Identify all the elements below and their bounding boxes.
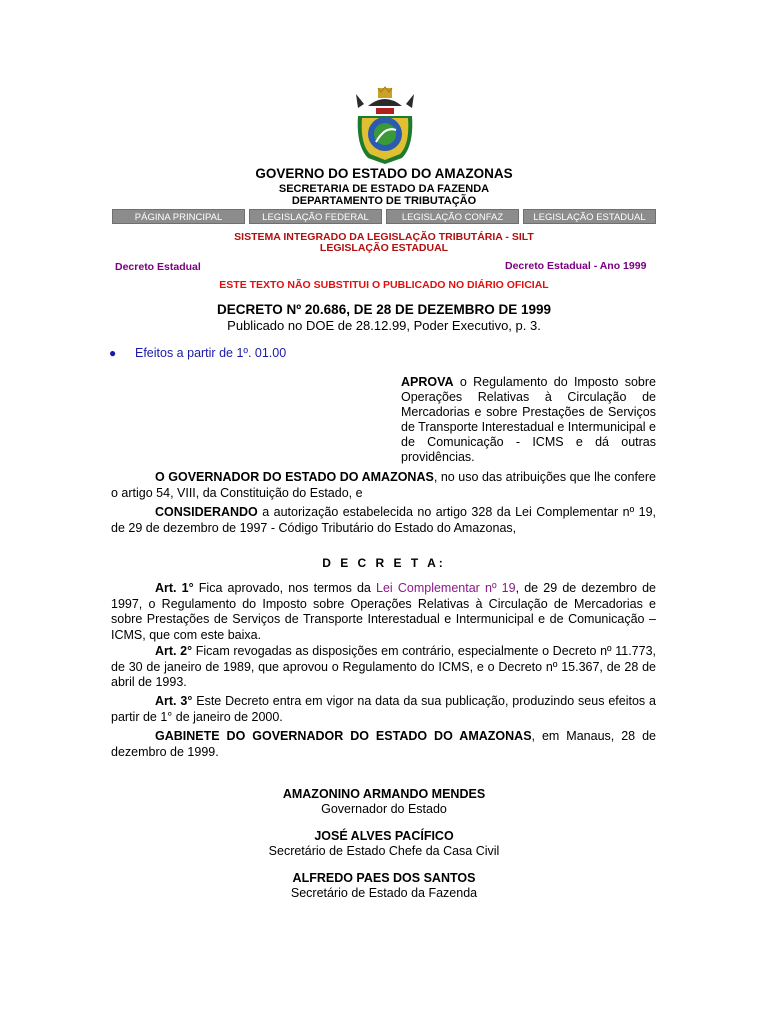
- gabinete-paragraph: [111, 729, 656, 760]
- decree-publication: Publicado no DOE de 28.12.99, Poder Executivo, p. 3.: [227, 318, 541, 333]
- nav-bar: [112, 209, 656, 224]
- ementa-bold: APROVA: [401, 375, 454, 389]
- article-1-label: Art. 1°: [155, 581, 194, 595]
- decreta-heading: D E C R E T A:: [322, 556, 446, 570]
- silt-subtitle: LEGISLAÇÃO ESTADUAL: [319, 242, 449, 254]
- effects-text: Efeitos a partir de 1º. 01.00: [135, 346, 287, 360]
- signature-role: Secretário de Estado Chefe da Casa Civil: [268, 844, 500, 858]
- bullet-icon: ●: [109, 346, 117, 360]
- nav-item-confaz[interactable]: LEGISLAÇÃO CONFAZ: [386, 209, 519, 224]
- label-state-decree-year: Decreto Estadual - Ano 1999: [505, 260, 647, 272]
- signature-governor: [0, 787, 768, 817]
- signature-name: AMAZONINO ARMANDO MENDES: [282, 787, 486, 801]
- signature-civil-house: [0, 829, 768, 859]
- preamble-considering: [111, 505, 656, 536]
- article-2-label: Art. 2°: [155, 644, 193, 658]
- coat-of-arms-icon: [354, 86, 416, 166]
- preamble-governor: [111, 470, 656, 501]
- article-3: [111, 694, 656, 725]
- preamble-governor-text: , no uso das atribuições que lhe confere o artigo 54, VIII, da Constituição do Estado, e: [111, 470, 656, 500]
- nav-item-home[interactable]: PÁGINA PRINCIPAL: [112, 209, 245, 224]
- gabinete-text: , em Manaus, 28 de dezembro de 1999.: [111, 729, 656, 759]
- article-3-label: Art. 3°: [155, 694, 193, 708]
- signature-finance: [0, 871, 768, 901]
- preamble-considering-text: a autorização estabelecida no artigo 328 da Lei Complementar nº 19, de 29 de dezembro de 1997 - Código Tributário do Estado do Amazonas,: [111, 505, 656, 535]
- signature-role: Secretário de Estado da Fazenda: [290, 886, 478, 900]
- ementa-text: o Regulamento do Imposto sobre Operações Relativas à Circulação de Mercadorias e sobre Prestações de Serviços de Transporte Interestadual e Intermunicipal e de Comunicação - ICMS e dá outras providências.: [401, 375, 657, 464]
- signature-name: ALFREDO PAES DOS SANTOS: [292, 871, 476, 885]
- article-1-text-pre: Fica aprovado, nos termos da: [193, 581, 377, 595]
- article-2-text: Ficam revogadas as disposições em contrário, especialmente o Decreto nº 11.773, de 30 de janeiro de 1989, que aprovou o Regulamento do ICMS, e o Decreto nº 15.367, de 28 de abril de 1993.: [111, 644, 656, 689]
- article-2: [111, 644, 656, 691]
- article-1: [111, 581, 656, 643]
- header-department: DEPARTAMENTO DE TRIBUTAÇÃO: [291, 195, 477, 207]
- signature-role: Governador do Estado: [321, 802, 447, 816]
- article-3-text: Este Decreto entra em vigor na data da sua publicação, produzindo seus efeitos a partir de 1° de janeiro de 2000.: [111, 694, 656, 724]
- link-lei-complementar[interactable]: Lei Complementar nº 19: [376, 581, 516, 595]
- nav-item-federal[interactable]: LEGISLAÇÃO FEDERAL: [249, 209, 382, 224]
- effects-item: [109, 346, 286, 360]
- header-secretariat: SECRETARIA DE ESTADO DA FAZENDA: [278, 183, 490, 195]
- nav-item-state[interactable]: LEGISLAÇÃO ESTADUAL: [523, 209, 656, 224]
- gabinete-bold: GABINETE DO GOVERNADOR DO ESTADO DO AMAZONAS: [155, 729, 532, 743]
- preamble-governor-bold: O GOVERNADOR DO ESTADO DO AMAZONAS: [155, 470, 434, 484]
- warning-text: ESTE TEXTO NÃO SUBSTITUI O PUBLICADO NO DIÁRIO OFICIAL: [219, 279, 549, 291]
- preamble-considering-bold: CONSIDERANDO: [155, 505, 258, 519]
- silt-title: SISTEMA INTEGRADO DA LEGISLAÇÃO TRIBUTÁRIA - SILT: [234, 231, 534, 243]
- ementa: [401, 375, 656, 465]
- label-state-decree: Decreto Estadual: [115, 261, 201, 273]
- decree-title: DECRETO Nº 20.686, DE 28 DE DEZEMBRO DE 1999: [216, 302, 552, 317]
- article-1-text-post: , de 29 de dezembro de 1997, o Regulamento do Imposto sobre Operações Relativas à Circulação de Mercadorias e sobre Prestações de Serviços de Transporte Interestadual e Intermunicipal e de Comunicação – ICMS, que com este baixa.: [111, 581, 657, 642]
- signature-name: JOSÉ ALVES PACÍFICO: [314, 829, 454, 843]
- header-government: GOVERNO DO ESTADO DO AMAZONAS: [255, 166, 513, 181]
